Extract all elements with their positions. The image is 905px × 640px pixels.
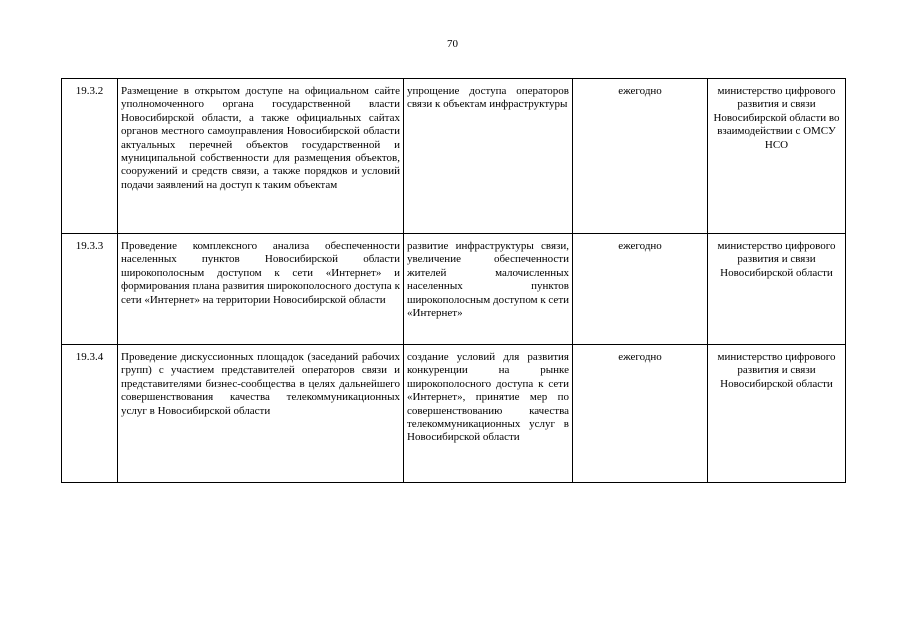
- table-row: [62, 234, 846, 345]
- measures-table: [61, 78, 846, 483]
- expected-result: упрощение доступа операторов связи к объектам инфраструктуры: [404, 79, 573, 234]
- action-description: Проведение дискуссионных площадок (заседаний рабочих групп) с участием представителей операторов связи и представителями бизнес-сообщества в целях дальнейшего совершенствования качества телекоммуникационных услуг в Новосибирской области: [118, 345, 404, 483]
- expected-result: создание условий для развития конкуренции на рынке широкополосного доступа к сети «Интернет», принятие мер по совершенствованию качества телекоммуникационных услуг в Новосибирской области: [404, 345, 573, 483]
- item-number: 19.3.2: [62, 79, 118, 234]
- action-description: Проведение комплексного анализа обеспеченности населенных пунктов Новосибирской области широкополосным доступом к сети «Интернет» и формирования плана развития широкополосного доступа к сети «Интернет» на территории Новосибирской области: [118, 234, 404, 345]
- implementation-period: ежегодно: [573, 234, 708, 345]
- item-number: 19.3.4: [62, 345, 118, 483]
- item-number: 19.3.3: [62, 234, 118, 345]
- implementation-period: ежегодно: [573, 79, 708, 234]
- expected-result: развитие инфраструктуры связи, увеличение обеспеченности жителей малочисленных населенных пунктов широкополосным доступом к сети «Интернет»: [404, 234, 573, 345]
- action-description: Размещение в открытом доступе на официальном сайте уполномоченного органа государственной власти Новосибирской области, а также официальных сайтах органов местного самоуправления Новосибирской области актуальных перечней объектов государственной и муниципальной собственности для размещения объектов, сооружений и средств связи, а также порядков и условий подачи заявлений на доступ к таким объектам: [118, 79, 404, 234]
- responsible-executor: министерство цифрового развития и связи Новосибирской области: [708, 345, 846, 483]
- table-row: [62, 345, 846, 483]
- responsible-executor: министерство цифрового развития и связи Новосибирской области во взаимодействии с ОМСУ НСО: [708, 79, 846, 234]
- implementation-period: ежегодно: [573, 345, 708, 483]
- table-row: [62, 79, 846, 234]
- page-number: 70: [447, 38, 458, 50]
- responsible-executor: министерство цифрового развития и связи Новосибирской области: [708, 234, 846, 345]
